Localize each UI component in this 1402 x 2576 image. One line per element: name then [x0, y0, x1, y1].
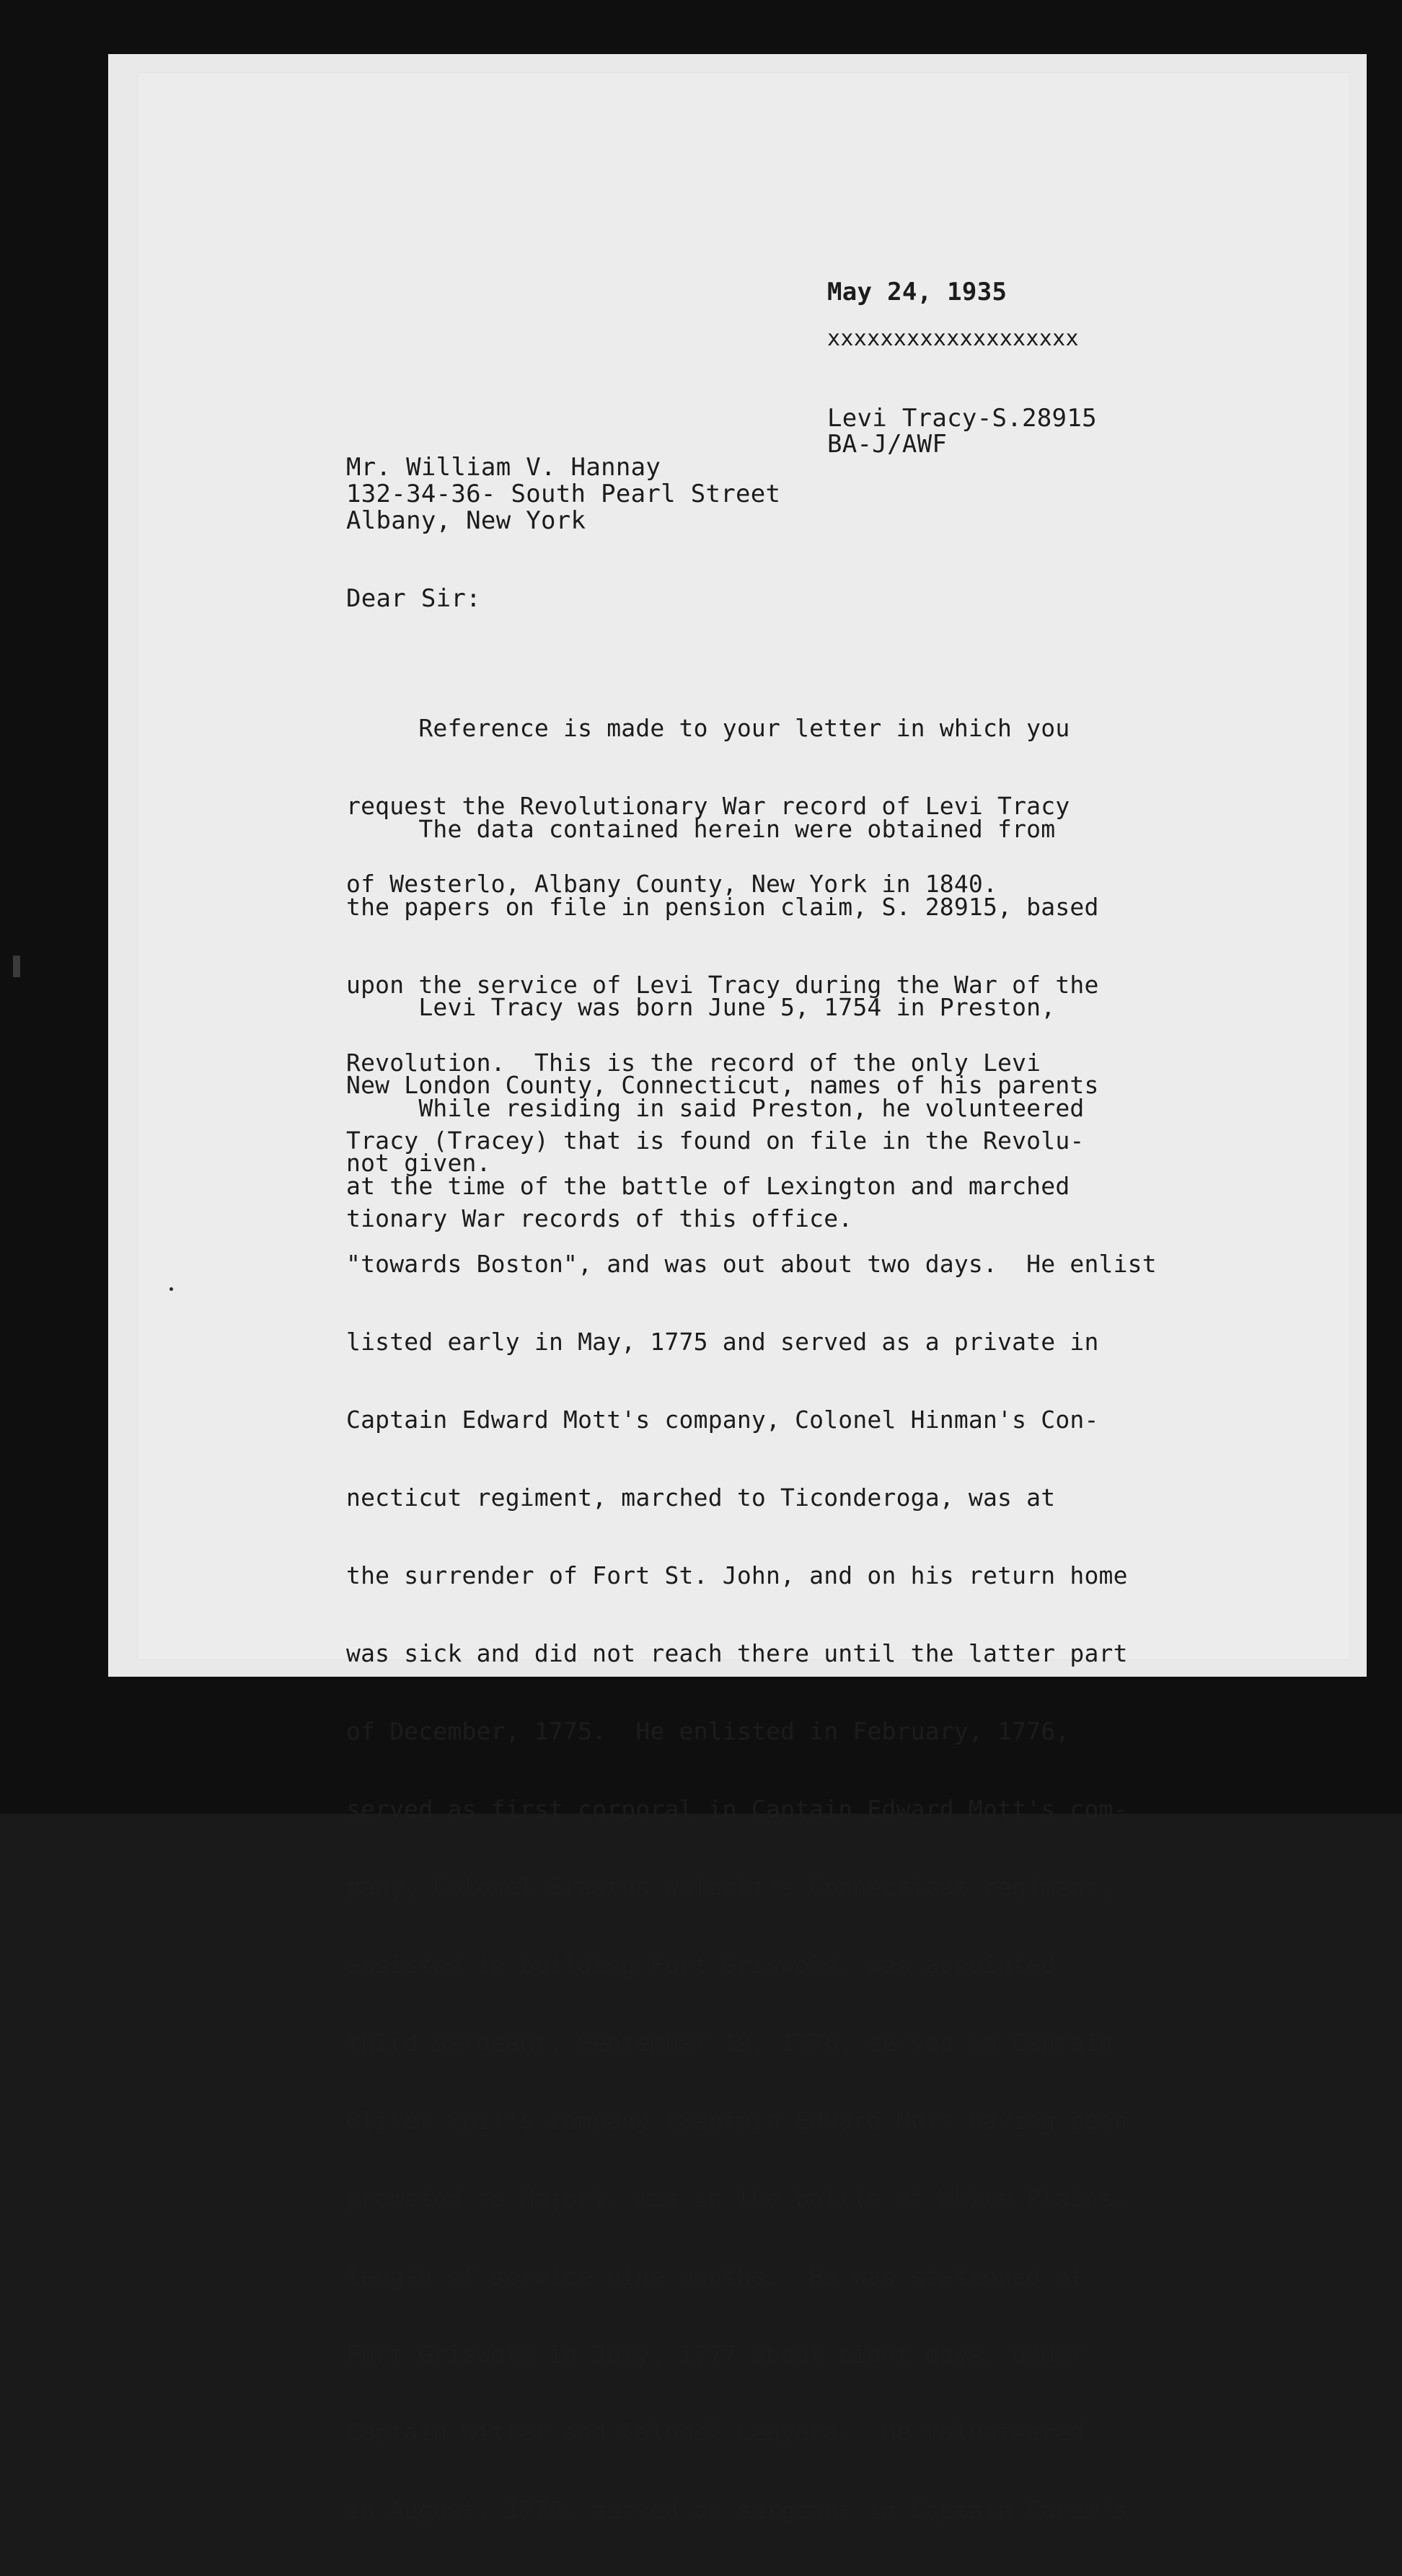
text-line: pany, Colonel Erastus Wolcott's Connecticut regiment, — [346, 1873, 1114, 1901]
text-line: of December, 1775. He enlisted in February, 1776, — [346, 1717, 1070, 1745]
text-line: necticut regiment, marched to Ticonderoga, was at — [346, 1483, 1056, 1512]
text-line: length of service nine months. He was stationed at — [346, 2262, 1085, 2290]
text-line: the papers on file in pension claim, S. 28915, based — [346, 893, 1099, 921]
text-line: "towards Boston", and was out about two days. He enlist — [346, 1250, 1157, 1278]
text-line: tionary War records of this office. — [346, 1204, 853, 1232]
text-line: Tracy (Tracey) that is found on file in the Revolu- — [346, 1126, 1085, 1155]
recipient-city: Albany, New York — [346, 506, 586, 535]
letter-date: May 24, 1935 — [827, 278, 1008, 306]
struck-out-line: xxxxxxxxxxxxxxxxxxx — [827, 326, 1079, 351]
text-line: assisted in building Fort Griswold, was appointed — [346, 1951, 1056, 1979]
text-line: was sick and did not reach there until the latter part — [346, 1639, 1128, 1667]
text-line: listed early in May, 1775 and served as a private in — [346, 1328, 1099, 1356]
text-line: of Westerlo, Albany County, New York in 1840. — [346, 870, 998, 898]
letter-page — [108, 54, 1367, 2524]
text-line: New London County, Connecticut, names of his parents — [346, 1071, 1099, 1099]
text-line: Revolution. This is the record of the only Levi — [346, 1049, 1041, 1077]
text-line: Captain Witter and Colonel Ledyard. He volunteered — [346, 2418, 1085, 2446]
text-line: Fort Griswold in July, 1777 about eight days, under — [346, 2340, 1085, 2368]
paragraph-service — [346, 1044, 1157, 2575]
text-line: third sergeant, September 19, 1776, served in Captain — [346, 2029, 1114, 2057]
stray-ink-dot — [169, 1287, 173, 1291]
text-line: not given. — [346, 1149, 491, 1177]
text-line: Levi Tracy was born June 5, 1754 in Preston, — [346, 993, 1056, 1021]
text-line: served as first corporal in Captain Edward Mott's com- — [346, 1795, 1128, 1823]
recipient-name: Mr. William V. Hannay — [346, 453, 661, 482]
text-line: Oliver Coit's company (Captain Edward Mott having been — [346, 2107, 1128, 2135]
text-line: The data contained herein were obtained from — [346, 815, 1056, 843]
text-line: While residing in said Preston, he volunteered — [346, 1094, 1085, 1122]
recipient-street: 132-34-36- South Pearl Street — [346, 480, 781, 508]
text-line: upon the service of Levi Tracy during the War of the — [346, 971, 1099, 999]
text-line: at the time of the battle of Lexington and marched — [346, 1172, 1070, 1200]
salutation: Dear Sir: — [346, 584, 481, 613]
text-line: in August, 1778, served as sergeant in Captain Carew's — [346, 2496, 1128, 2524]
text-line: the surrender of Fort St. John, and on his return home — [346, 1561, 1128, 1589]
scan-edge-mark — [13, 956, 20, 977]
text-line: promoted to Major), was in the battle of White Plains, — [346, 2184, 1128, 2213]
text-line: request the Revolutionary War record of Levi Tracy — [346, 792, 1070, 820]
text-line: Captain Edward Mott's company, Colonel Hinman's Con- — [346, 1406, 1099, 1434]
office-reference: BA-J/AWF — [827, 430, 948, 459]
text-line: Reference is made to your letter in which you — [346, 714, 1070, 742]
file-reference: Levi Tracy-S.28915 — [827, 404, 1097, 433]
